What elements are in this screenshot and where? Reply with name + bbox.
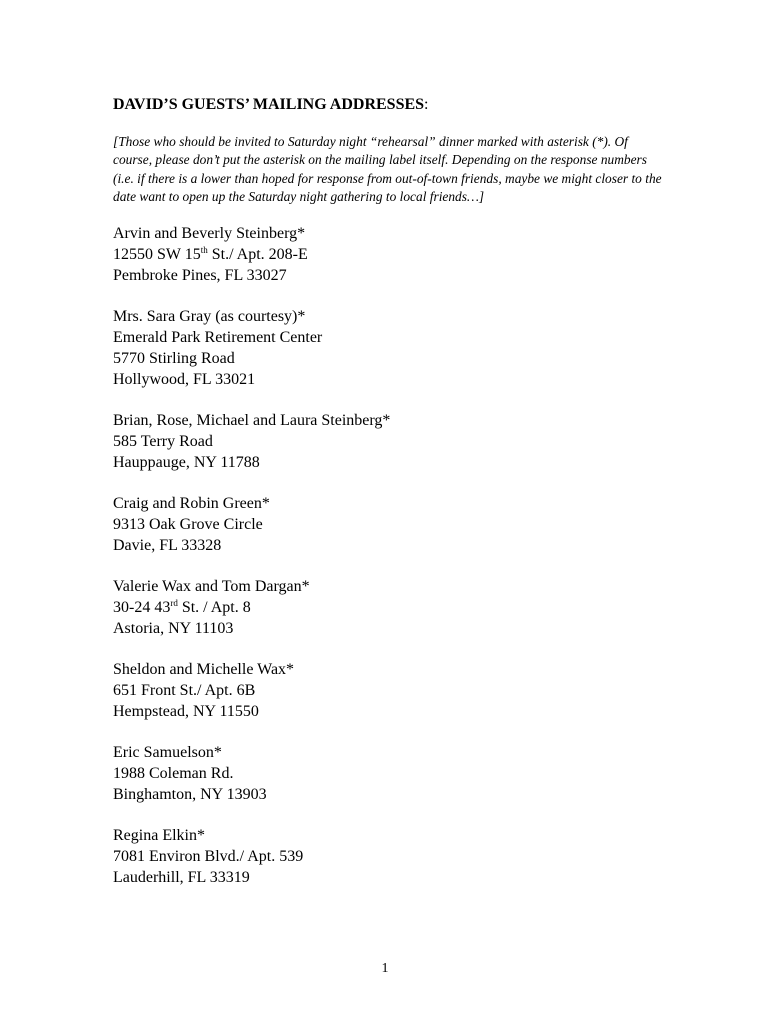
guest-name: Mrs. Sara Gray (as courtesy)* xyxy=(113,308,306,326)
guest-name: Eric Samuelson* xyxy=(113,744,222,762)
address-entry xyxy=(113,306,673,390)
street-address: 12550 SW 15th St./ Apt. 208-E xyxy=(113,245,308,264)
city-state-zip: Hauppauge, NY 11788 xyxy=(113,454,260,472)
city-state-zip: Hollywood, FL 33021 xyxy=(113,371,256,389)
street-address: 9313 Oak Grove Circle xyxy=(113,516,263,534)
title-colon: : xyxy=(424,96,429,113)
address-entry xyxy=(113,493,673,556)
ordinal-suffix: th xyxy=(200,245,208,256)
guest-name: Regina Elkin* xyxy=(113,827,205,845)
street-address: 7081 Environ Blvd./ Apt. 539 xyxy=(113,848,304,866)
street-address: 30-24 43rd St. / Apt. 8 xyxy=(113,598,251,617)
street-address: 1988 Coleman Rd. xyxy=(113,765,234,783)
city-state-zip: Lauderhill, FL 33319 xyxy=(113,869,250,887)
address-entry xyxy=(113,659,673,722)
page-heading xyxy=(113,94,673,116)
organization: Emerald Park Retirement Center xyxy=(113,329,323,347)
guest-name: Valerie Wax and Tom Dargan* xyxy=(113,578,310,596)
city-state-zip: Binghamton, NY 13903 xyxy=(113,786,267,804)
street-address: 585 Terry Road xyxy=(113,433,213,451)
address-entry xyxy=(113,410,673,473)
address-entry xyxy=(113,223,673,286)
instruction-note: [Those who should be invited to Saturday night “rehearsal” dinner marked with asterisk (*). Of course, please don’t put the asterisk on the mailing label itself. Depending on the response numbers (i.e. if there is a lower than hoped for response from out-of-town friends, maybe we might closer to the date want to open up the Saturday night gathering to local friends…] xyxy=(113,134,662,204)
street-address: 651 Front St./ Apt. 6B xyxy=(113,682,256,700)
city-state-zip: Hempstead, NY 11550 xyxy=(113,703,259,721)
guest-name: Arvin and Beverly Steinberg* xyxy=(113,225,306,243)
city-state-zip: Astoria, NY 11103 xyxy=(113,620,234,638)
address-entry xyxy=(113,742,673,805)
guest-name: Craig and Robin Green* xyxy=(113,495,270,513)
street-address: 5770 Stirling Road xyxy=(113,350,235,368)
city-state-zip: Pembroke Pines, FL 33027 xyxy=(113,267,287,285)
guest-name: Sheldon and Michelle Wax* xyxy=(113,661,295,679)
ordinal-suffix: rd xyxy=(170,598,178,609)
page-number: 1 xyxy=(381,961,389,976)
page-title: DAVID’S GUESTS’ MAILING ADDRESSES xyxy=(113,96,425,113)
guest-name: Brian, Rose, Michael and Laura Steinberg* xyxy=(113,412,391,430)
address-entry xyxy=(113,825,673,888)
address-entry xyxy=(113,576,673,639)
address-list xyxy=(113,223,673,888)
city-state-zip: Davie, FL 33328 xyxy=(113,537,222,555)
document-page xyxy=(113,94,673,908)
